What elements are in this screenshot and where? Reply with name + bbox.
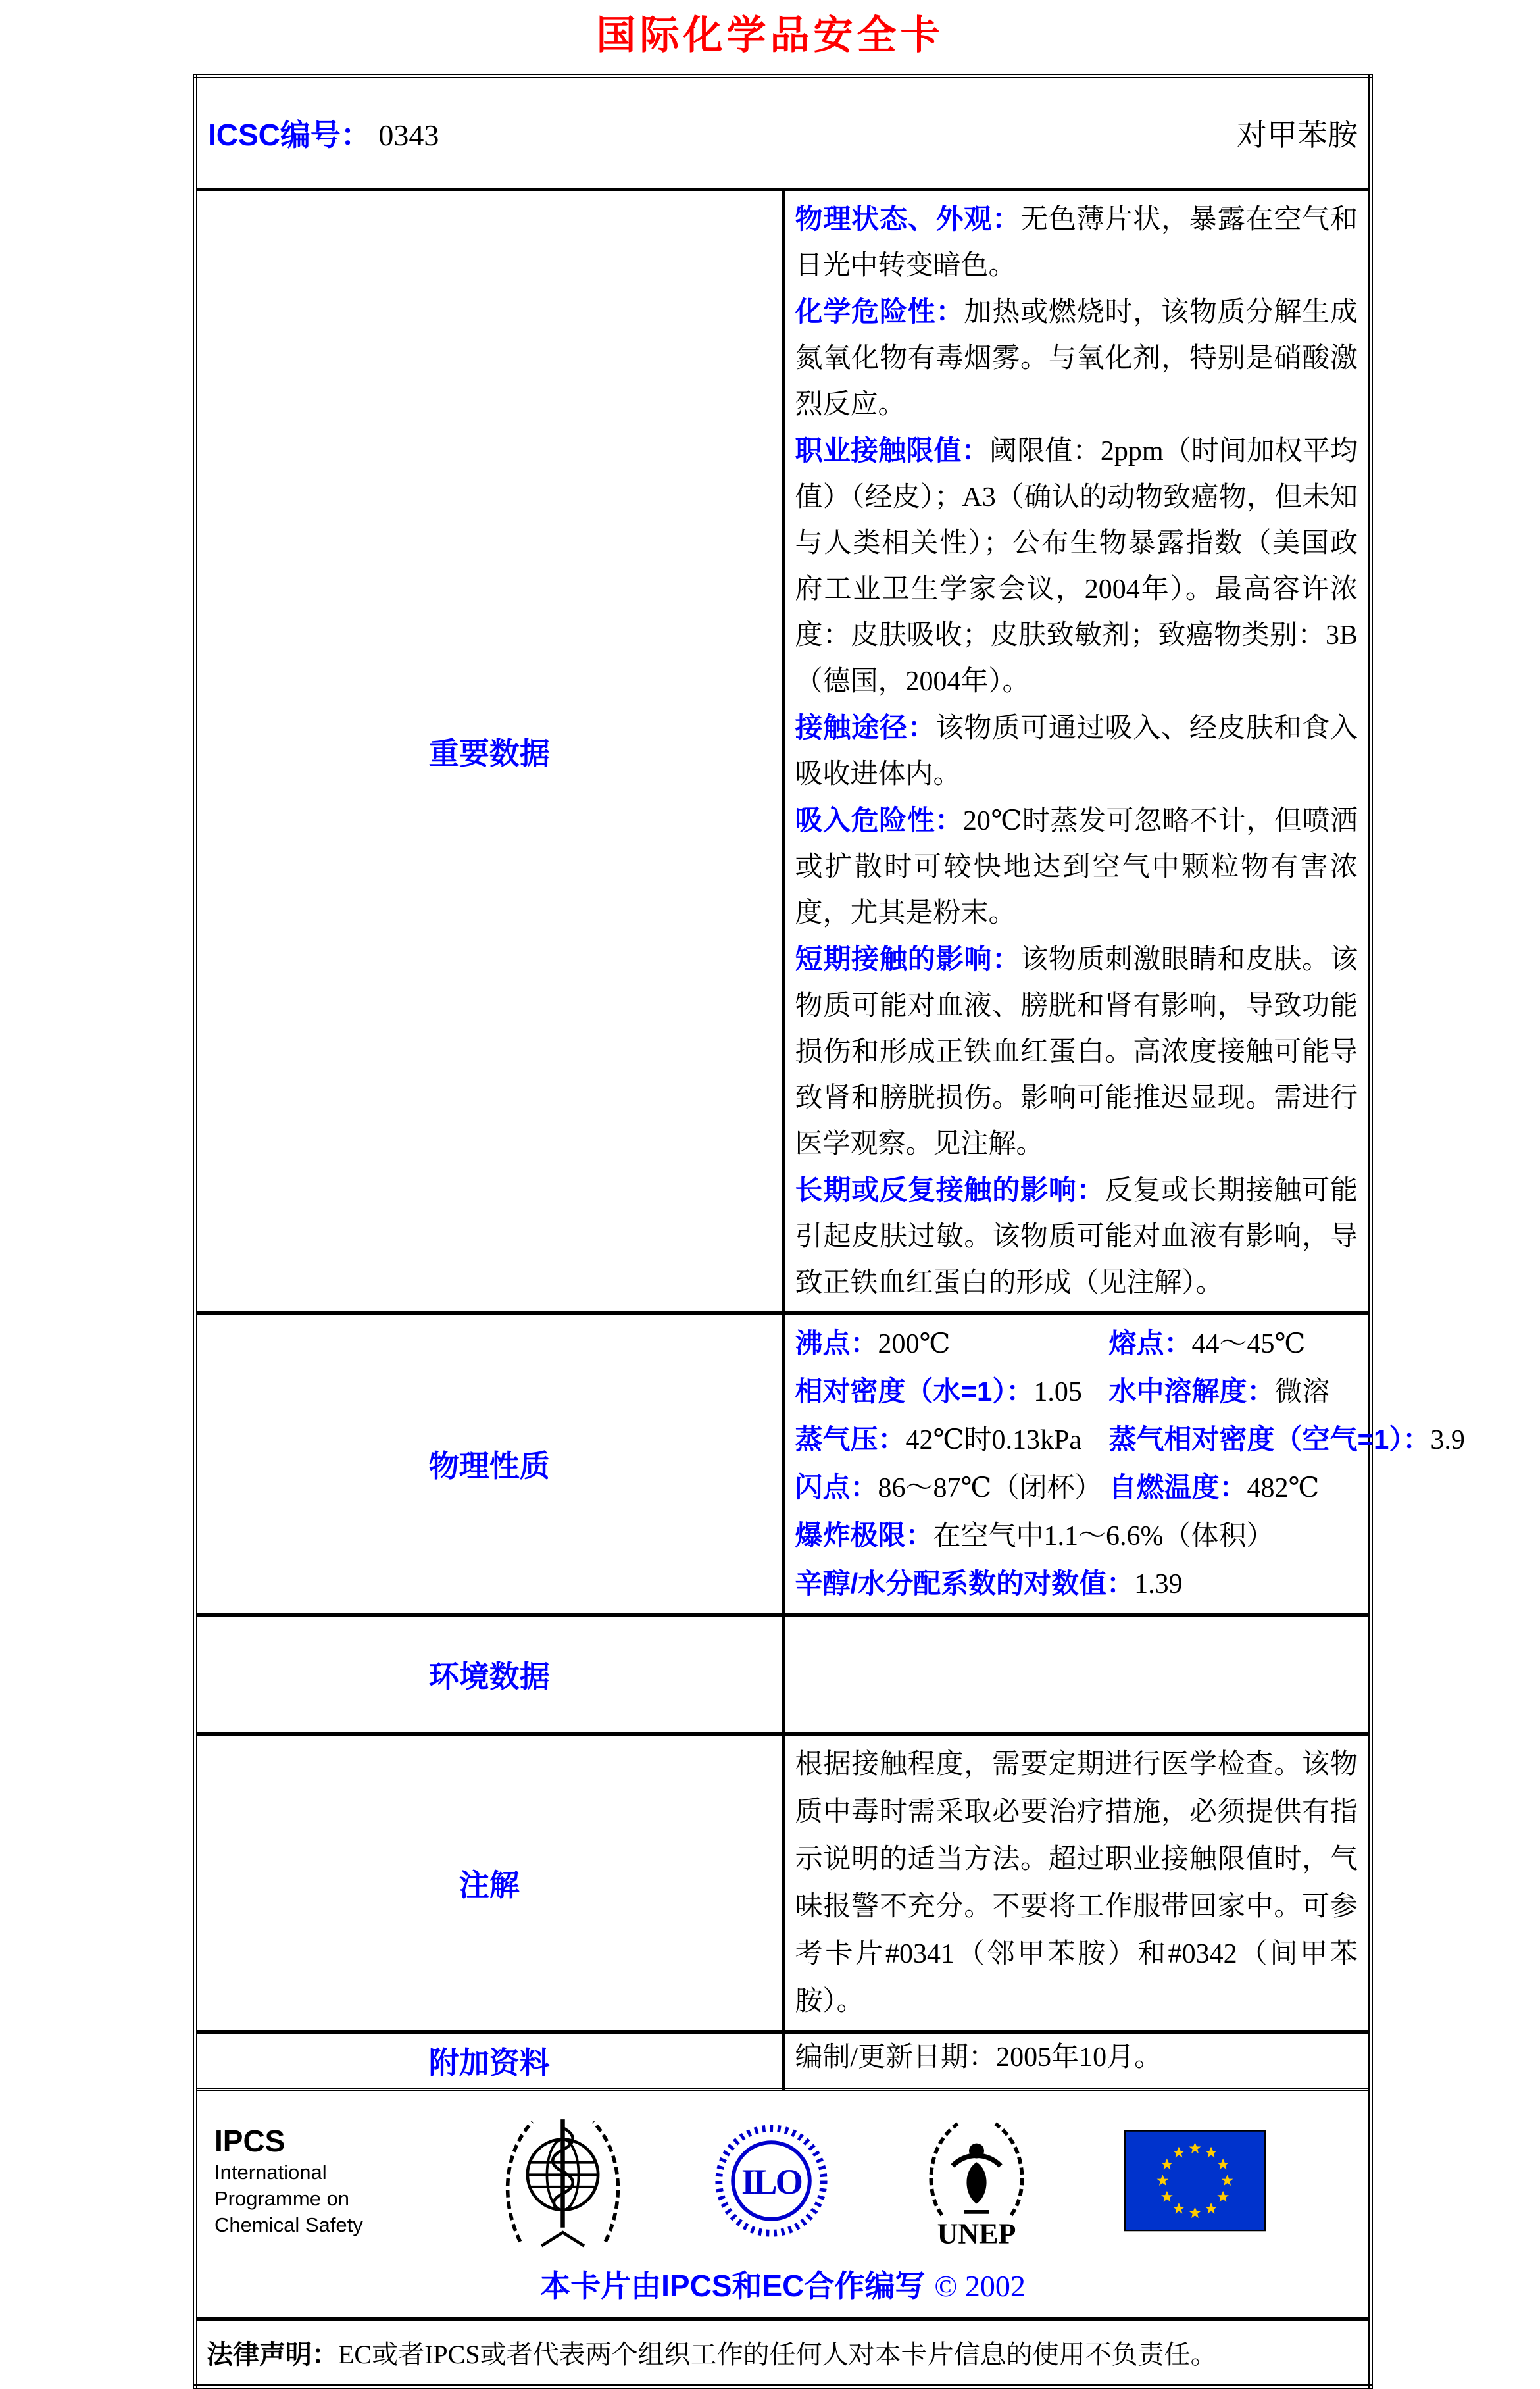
page-title: 国际化学品安全卡 [596,14,944,57]
prop-explosive-limits: 爆炸极限：在空气中1.1～6.6%（体积） [795,1520,1274,1551]
additional-info-content: 编制/更新日期：2005年10月。 [783,2032,1371,2090]
environmental-data-row [195,1615,1371,1734]
chemical-name: 对甲苯胺 [1237,118,1358,152]
caption-text: 本卡片由IPCS和EC合作编写 [540,2269,926,2303]
svg-text:ILO: ILO [741,2161,802,2201]
prop-log-pow: 辛醇/水分配系数的对数值：1.39 [795,1568,1183,1599]
additional-info-row [195,2032,1371,2090]
icsc-card-table [193,74,1465,2389]
important-data-item: 化学危险性：加热或燃烧时，该物质分解生成氮氧化物有毒烟雾。与氧化剂，特别是硝酸激烈反应。 [795,296,1358,420]
ipcs-block: IPCS International Programme on Chemical Safety [214,2123,412,2238]
prop-vapor-pressure: 蒸气压：42℃时0.13kPa [795,1424,1081,1455]
prop-vapor-density: 蒸气相对密度（空气=1）：3.9 [1108,1424,1465,1455]
important-data-item: 吸入危险性：20℃时蒸发可忽略不计，但喷洒或扩散时可较快地达到空气中颗粒物有害浓度，尤其是粉末。 [795,805,1358,928]
legal-row [195,2319,1371,2387]
header-row [195,76,1371,189]
prop-melting-point: 熔点：44～45℃ [1108,1328,1306,1359]
prop-water-solubility: 水中溶解度：微溶 [1108,1376,1330,1407]
environmental-data-content [783,1615,1371,1734]
notes-row [195,1734,1371,2032]
who-logo-icon [502,2110,624,2251]
prop-boiling-point: 沸点：200℃ [795,1328,951,1359]
icsc-number-value: 0343 [378,118,439,152]
notes-content: 根据接触程度，需要定期进行医学检查。该物质中毒时需采取必要治疗措施，必须提供有指示说明的适当方法。超过职业接触限值时，气味报警不充分。不要将工作服带回家中。可参考卡片#0341（邻甲苯胺）和#0342（间甲苯胺）。 [783,1734,1371,2032]
logos-row [195,2090,1371,2319]
ilo-logo-icon [714,2123,829,2238]
eu-flag-icon [1124,2130,1266,2232]
important-data-item: 长期或反复接触的影响：反复或长期接触可能引起皮肤过敏。该物质可能对血液有影响，导致正铁血红蛋白的形成（见注解）。 [795,1174,1358,1298]
physical-properties-grid [795,1320,1465,1608]
row-label-environmental-data: 环境数据 [195,1615,783,1734]
unep-logo-icon [919,2108,1034,2253]
row-label-physical-properties: 物理性质 [195,1313,783,1615]
ipcs-acronym: IPCS [214,2124,286,2158]
row-label-additional-info: 附加资料 [195,2032,783,2090]
important-data-item: 接触途径：该物质可通过吸入、经皮肤和食入吸收进体内。 [795,712,1358,790]
important-data-row [195,189,1371,1313]
physical-properties-content [783,1313,1465,1615]
legal-label: 法律声明： [207,2340,338,2369]
row-label-notes: 注解 [195,1734,783,2032]
caption-copyright: © 2002 [934,2269,1026,2303]
important-data-item: 物理状态、外观：无色薄片状，暴露在空气和日光中转变暗色。 [795,203,1358,281]
icsc-number-label: ICSC编号： [208,118,371,152]
row-label-important-data: 重要数据 [195,189,783,1313]
important-data-item: 短期接触的影响：该物质刺激眼睛和皮肤。该物质可能对血液、膀胱和肾有影响，导致功能损伤和形成正铁血红蛋白。高浓度接触可能导致肾和膀胱损伤。影响可能推迟显现。需进行医学观察。见注解。 [795,943,1358,1159]
icsc-number [208,111,439,155]
important-data-content [783,189,1371,1313]
prop-flash-point: 闪点：86～87℃（闭杯） [795,1472,1103,1503]
legal-text: EC或者IPCS或者代表两个组织工作的任何人对本卡片信息的使用不负责任。 [338,2340,1217,2369]
prop-autoignition-temp: 自燃温度：482℃ [1108,1472,1320,1503]
prop-relative-density: 相对密度（水=1）：1.05 [795,1376,1082,1407]
footer-caption [208,2262,1358,2305]
svg-text:UNEP: UNEP [937,2217,1016,2250]
important-data-item: 职业接触限值：阈限值：2ppm（时间加权平均值）（经皮）；A3（确认的动物致癌物，但未知与人类相关性）；公布生物暴露指数（美国政府工业卫生学家会议，2004年）。最高容许浓度：皮肤吸收；皮肤致敏剂；致癌物类别：3B（德国，2004年）。 [795,435,1358,697]
physical-properties-row [195,1313,1371,1615]
